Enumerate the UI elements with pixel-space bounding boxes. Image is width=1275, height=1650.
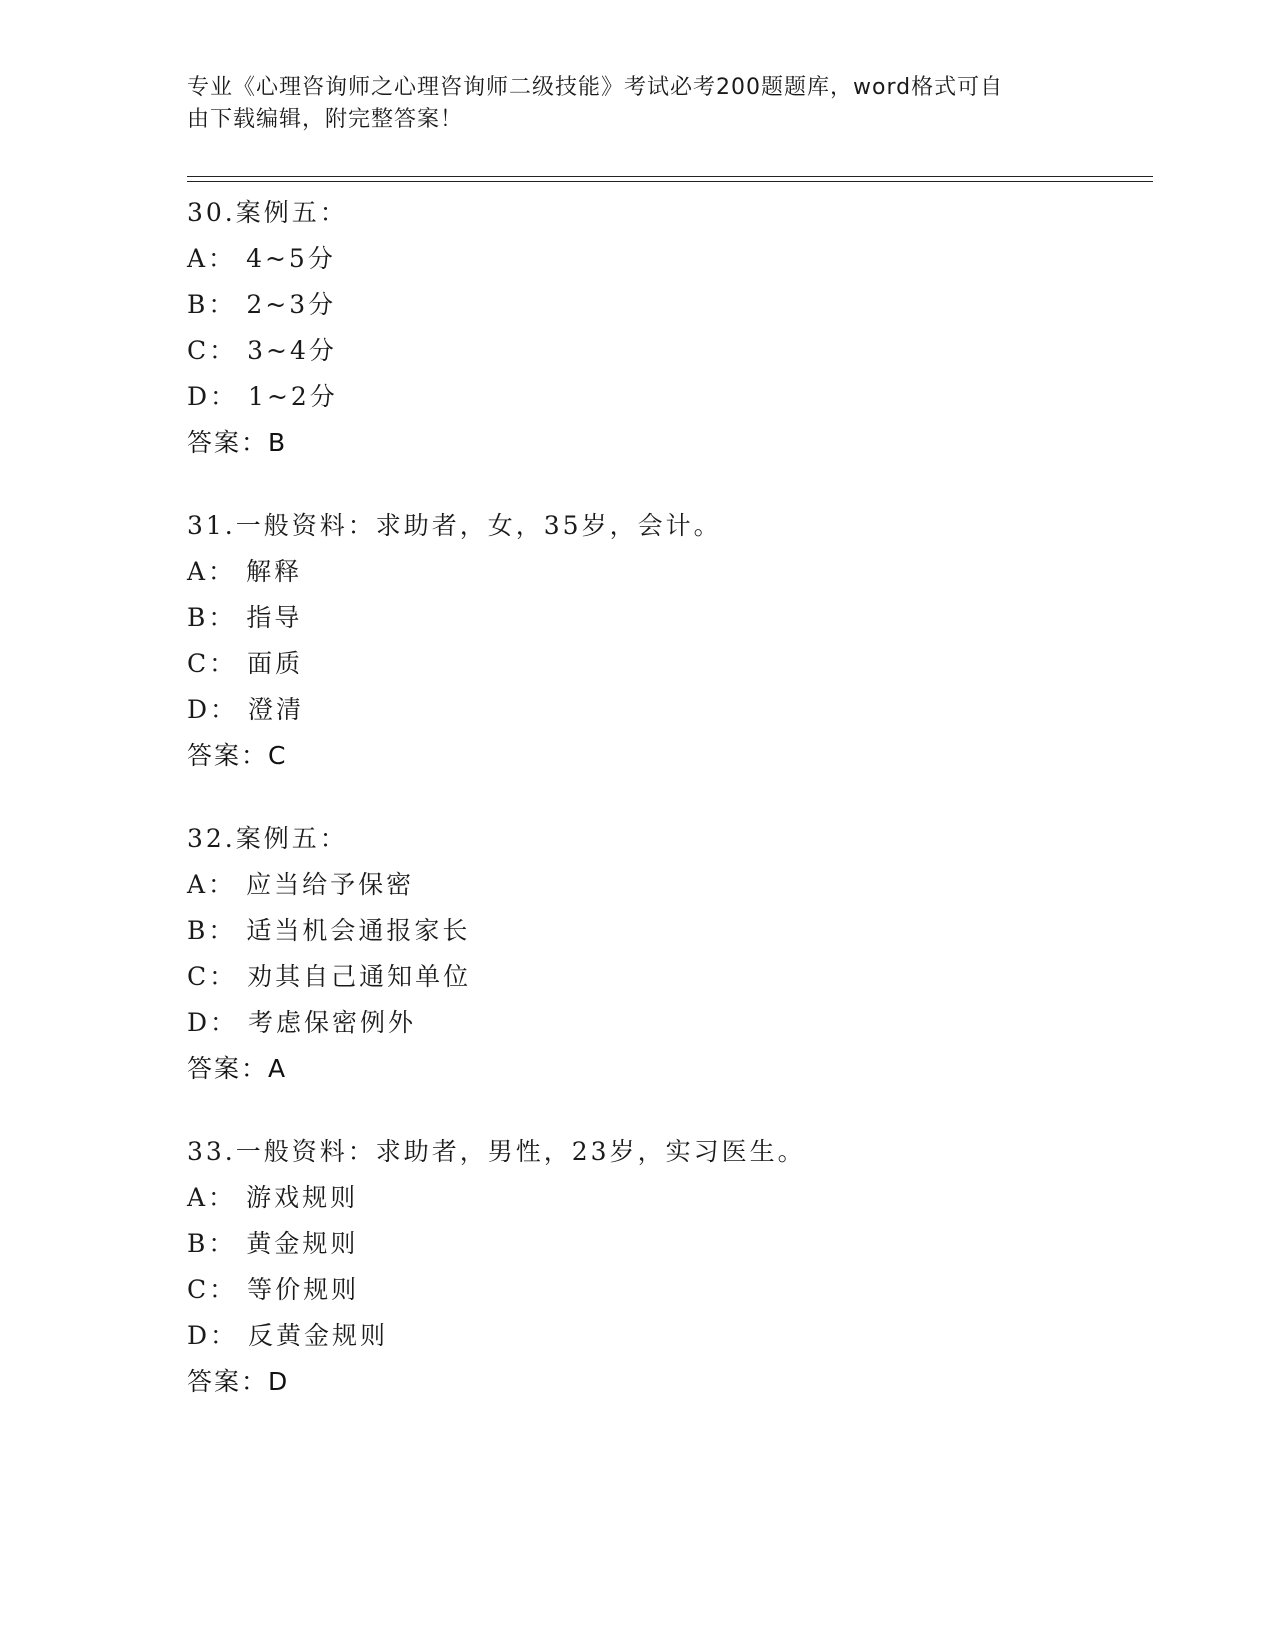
- question-stem: 31.一般资料：求助者，女，35岁，会计。: [187, 511, 722, 540]
- question-31: [187, 503, 1147, 779]
- option-c: [187, 954, 1147, 1000]
- option-c: [187, 641, 1147, 687]
- option-key: A：: [187, 1183, 237, 1212]
- option-key: B：: [187, 1229, 237, 1258]
- question-30: [187, 190, 1147, 466]
- option-key: D：: [187, 695, 239, 724]
- option-key: A：: [187, 244, 237, 273]
- question-32: [187, 816, 1147, 1092]
- option-text: 3~4分: [247, 336, 337, 365]
- option-b: [187, 595, 1147, 641]
- option-text: 适当机会通报家长: [246, 916, 471, 945]
- question-stem: 30.案例五：: [187, 198, 348, 227]
- option-text: 应当给予保密: [246, 870, 415, 899]
- option-b: [187, 908, 1147, 954]
- option-key: D：: [187, 382, 239, 411]
- option-a: [187, 862, 1147, 908]
- question-stem: 33.一般资料：求助者，男性，23岁，实习医生。: [187, 1137, 806, 1166]
- question-list: [187, 190, 1147, 1442]
- document-header: [187, 72, 1067, 136]
- option-text: 澄清: [248, 695, 305, 724]
- option-key: D：: [187, 1008, 239, 1037]
- option-text: 游戏规则: [246, 1183, 359, 1212]
- answer-label: 答案：B: [187, 428, 288, 457]
- option-key: C：: [187, 336, 238, 365]
- option-key: C：: [187, 649, 238, 678]
- option-c: [187, 1267, 1147, 1313]
- option-key: B：: [187, 603, 237, 632]
- question-stem: 32.案例五：: [187, 824, 348, 853]
- option-text: 黄金规则: [246, 1229, 359, 1258]
- option-d: [187, 1000, 1147, 1046]
- answer-label: 答案：A: [187, 1054, 288, 1083]
- option-a: [187, 236, 1147, 282]
- header-divider-top: [187, 176, 1153, 177]
- option-text: 4~5分: [246, 244, 336, 273]
- option-key: B：: [187, 290, 237, 319]
- header-line-2: 由下载编辑，附完整答案！: [187, 107, 464, 132]
- header-divider-bottom: [187, 181, 1153, 182]
- option-c: [187, 328, 1147, 374]
- answer-label: 答案：D: [187, 1367, 290, 1396]
- option-b: [187, 1221, 1147, 1267]
- answer-label: 答案：C: [187, 741, 288, 770]
- option-text: 解释: [246, 557, 303, 586]
- option-text: 2~3分: [246, 290, 337, 319]
- option-text: 反黄金规则: [248, 1321, 389, 1350]
- option-text: 面质: [247, 649, 304, 678]
- option-d: [187, 374, 1147, 420]
- option-key: C：: [187, 962, 238, 991]
- option-key: A：: [187, 557, 237, 586]
- option-text: 考虑保密例外: [248, 1008, 417, 1037]
- option-text: 1~2分: [248, 382, 338, 411]
- option-a: [187, 1175, 1147, 1221]
- option-key: A：: [187, 870, 237, 899]
- option-d: [187, 687, 1147, 733]
- option-key: B：: [187, 916, 237, 945]
- header-line-1: 专业《心理咨询师之心理咨询师二级技能》考试必考200题题库，word格式可自: [187, 75, 1004, 100]
- option-b: [187, 282, 1147, 328]
- option-a: [187, 549, 1147, 595]
- question-33: [187, 1129, 1147, 1405]
- option-key: D：: [187, 1321, 239, 1350]
- option-key: C：: [187, 1275, 238, 1304]
- option-text: 等价规则: [247, 1275, 360, 1304]
- option-text: 劝其自己通知单位: [247, 962, 472, 991]
- option-text: 指导: [246, 603, 303, 632]
- option-d: [187, 1313, 1147, 1359]
